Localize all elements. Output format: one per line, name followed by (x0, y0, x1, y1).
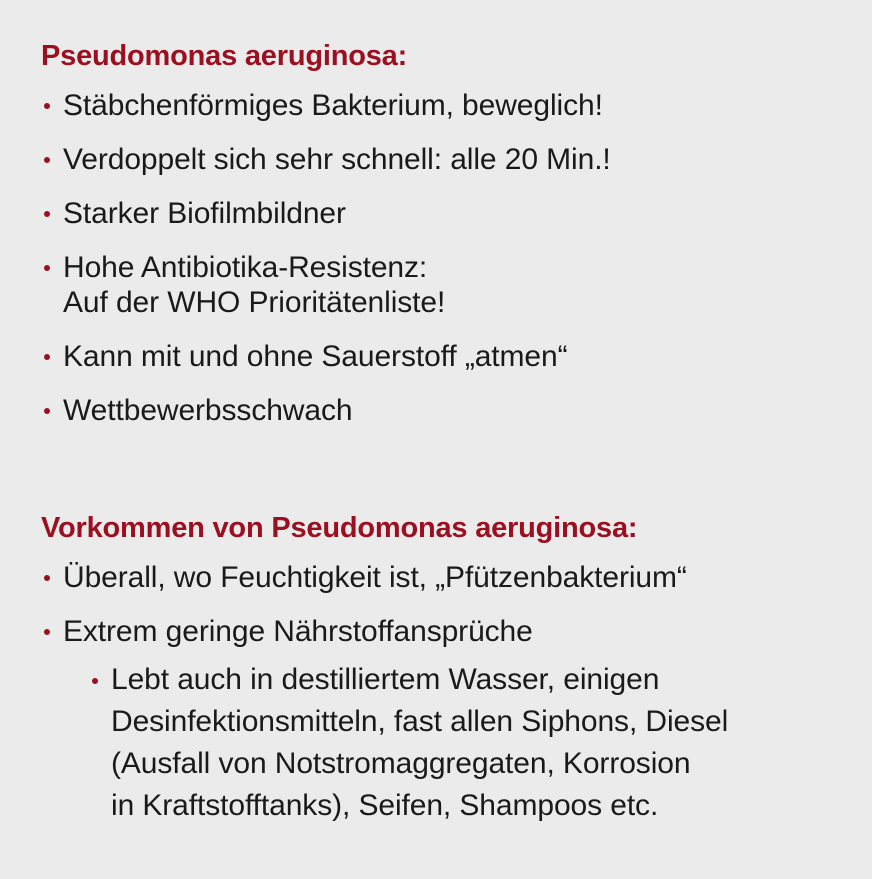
section-occurrence (41, 510, 852, 827)
list-item: Extrem geringe Nährstoffansprüche (41, 614, 852, 649)
bullet-icon (44, 157, 50, 163)
list-item: Kann mit und ohne Sauerstoff „atmen“ (41, 339, 852, 374)
characteristics-list (41, 88, 852, 428)
occurrence-list (41, 560, 852, 649)
bullet-icon (44, 408, 50, 414)
bullet-icon (44, 629, 50, 635)
list-item: Starker Biofilmbildner (41, 196, 852, 231)
section-heading: Pseudomonas aeruginosa: (41, 40, 408, 72)
bullet-icon (44, 265, 50, 271)
list-item: Hohe Antibiotika-Resistenz: Auf der WHO Prioritätenliste! (41, 250, 852, 320)
bullet-icon (44, 103, 50, 109)
section-heading: Vorkommen von Pseudomonas aeruginosa: (41, 512, 638, 544)
bullet-icon (44, 354, 50, 360)
list-item: Wettbewerbsschwach (41, 393, 852, 428)
list-item: Stäbchenförmiges Bakterium, beweglich! (41, 88, 852, 123)
bullet-icon (44, 211, 50, 217)
bullet-icon (44, 575, 50, 581)
list-item: Verdoppelt sich sehr schnell: alle 20 Min.! (41, 142, 852, 177)
sub-list-item: Lebt auch in destilliertem Wasser, einigen Desinfektionsmitteln, fast allen Siphons, Diesel (Ausfall von Notstromaggregaten, Korrosion in Kraftstofftanks), Seifen, Shampoos etc. (89, 659, 852, 827)
bullet-icon (92, 678, 98, 684)
occurrence-sublist (89, 659, 852, 827)
list-item: Überall, wo Feuchtigkeit ist, „Pfützenbakterium“ (41, 560, 852, 595)
section-characteristics (41, 38, 852, 447)
